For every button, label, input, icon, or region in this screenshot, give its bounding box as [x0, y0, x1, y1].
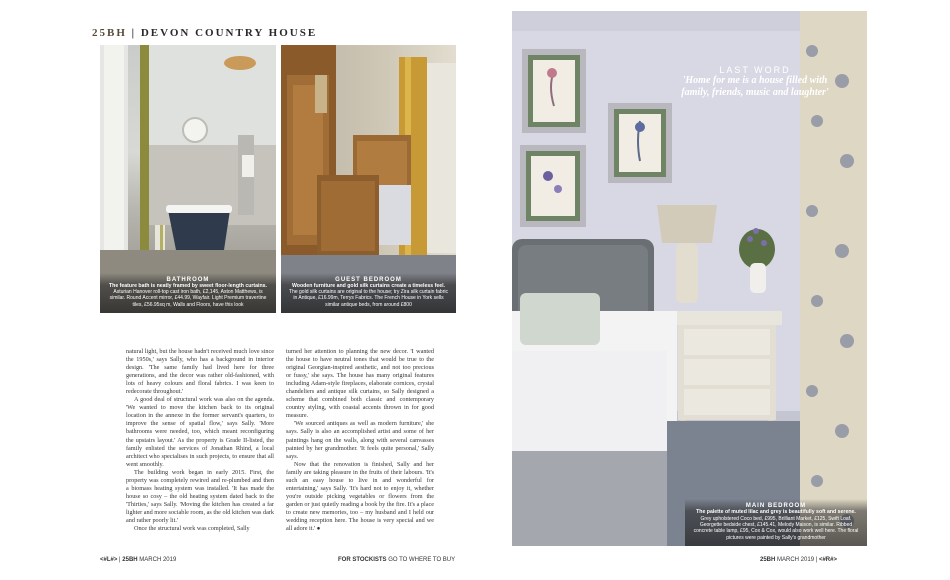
end-mark-icon: ●	[316, 525, 321, 533]
caption-title: MAIN BEDROOM	[745, 503, 807, 510]
caption-title: BATHROOM	[166, 276, 210, 283]
caption-body: The gold silk curtains are original to the house; try Zira silk curtain fabric in Antique, £16.99m, Terrys Fabrics. The French House in York sells similar antique beds, from around £800	[289, 289, 448, 308]
guest-bedroom-photo	[281, 45, 456, 313]
floral-picture	[520, 145, 586, 227]
page-number: <#L#>	[100, 557, 118, 563]
footer-left: <#L#> | 25BH MARCH 2019	[100, 557, 177, 563]
main-bedroom-caption	[685, 499, 867, 546]
caption-body: Grey upholstered Coco bed, £995, Brilliant Market, £125, Swift Loaf. Georgette bedside chest, £145.41, Melody Maison, is similar. Ribbed concrete table lamp, £95, Cox & Cox, would also work well here. The floral pictures were painted by Sally's grandmother	[693, 515, 859, 541]
bathroom-caption	[100, 273, 276, 313]
paragraph: 'We sourced antiques as well as modern furniture,' she says. Sally is also an accomplished artist and some of her paintings hang on the walls, along with several canvasses painted by her grandmother. 'It feels quite personal,' Sally says.	[286, 420, 434, 460]
magazine-brand: 25BH	[92, 27, 127, 39]
article-column-1	[126, 348, 274, 533]
caption-body: Asturian Hanover roll-top cast iron bath, £2,145, Aston Matthews, is similar. Round Accent mirror, £44.99, Wayfair. Light Premium travertine tiles, £56.95sq m, Walls and Floors, have this look	[109, 289, 267, 308]
section-title: DEVON COUNTRY HOUSE	[140, 27, 318, 39]
main-bedroom-photo	[512, 11, 867, 546]
caption-lead: The palette of muted lilac and grey is beautifully soft and serene.	[696, 509, 856, 516]
caption-lead: Wooden furniture and gold silk curtains create a timeless feel.	[292, 282, 445, 289]
footer-date: MARCH 2019	[139, 557, 177, 563]
stockists-text: GO TO WHERE TO BUY	[388, 557, 456, 563]
header-separator: |	[131, 27, 137, 39]
footer-brand: 25BH	[760, 557, 776, 563]
footer-right: 25BH MARCH 2019 | <#R#>	[760, 557, 837, 563]
footer-date: MARCH 2019	[777, 557, 815, 563]
paragraph-text: Now that the renovation is finished, Sally and her family are taking pleasure in the fruits of their labours. 'It's such an easy house to live in and wonderful for entertaining,' says Sally. 'It's hard not to enjoy it, whether you're outside picking vegetables or flowers from the garden or just quietly reading a book by the fire. It's a place to create new memories, too – my husband and I held our wedding reception here. The house is very special and we all adore it.'	[286, 460, 434, 533]
running-header	[92, 27, 317, 39]
paragraph: natural light, but the house hadn't received much love since the 1950s,' says Sally, who has a background in interior design. 'The same family had lived here for three generations, and the decor was rather old-fashioned, with lots of heavy colours and floral fabrics. I was keen to redecorate throughout.'	[126, 348, 274, 396]
footer-center	[338, 557, 455, 563]
paragraph: The building work began in early 2015. First, the property was completely rewired and re-plumbed and then a biomass heating system was installed. 'It has made the house so cosy – the old heating system dated back to the 'Thirties,' says Sally. 'Moving the kitchen has created a far lighter and more sociable room, as the old kitchen was dark and rather poorly lit.'	[126, 468, 274, 524]
last-word-quote	[680, 65, 830, 98]
guest-bedroom-caption	[281, 273, 456, 313]
caption-title: GUEST BEDROOM	[335, 276, 402, 283]
floral-picture	[522, 49, 586, 133]
caption-lead: The feature bath is neatly framed by sweet floor-length curtains.	[109, 282, 267, 289]
stockists-label: FOR STOCKISTS	[338, 557, 387, 563]
article-column-2	[286, 348, 434, 533]
quote-text: 'Home for me is a house filled with family, friends, music and laughter'	[681, 75, 829, 98]
bathroom-photo	[100, 45, 276, 313]
paragraph: turned her attention to planning the new decor. 'I wanted the house to have neutral tones that would be true to the original Georgian-inspired aesthetic, and not too precious or fussy,' she says. The house has many original features including Adam-style fireplaces, elaborate cornices, crystal chandeliers and antique silk curtains, so Sally designed a scheme that combined both classic and contemporary country styling, with coastal accents thrown in for good measure.	[286, 348, 434, 420]
floral-picture	[608, 103, 672, 183]
page-number: <#R#>	[818, 557, 837, 563]
paragraph: Once the structural work was completed, Sally	[134, 525, 250, 533]
quote-title: LAST WORD	[719, 65, 791, 75]
footer-brand: 25BH	[122, 557, 138, 563]
paragraph	[286, 461, 434, 533]
paragraph: A good deal of structural work was also on the agenda. 'We wanted to move the kitchen back to its original location in the annexe in the former servant's quarters, to improve the sense of spatial flow,' says Sally. 'More bathrooms were needed, too, which meant reconfiguring the upstairs layout.' As the property is Grade II-listed, the family enlisted the services of Jonathan Rhind, a local architect who specialises in such projects, to ensure that all went smoothly.	[126, 396, 274, 468]
